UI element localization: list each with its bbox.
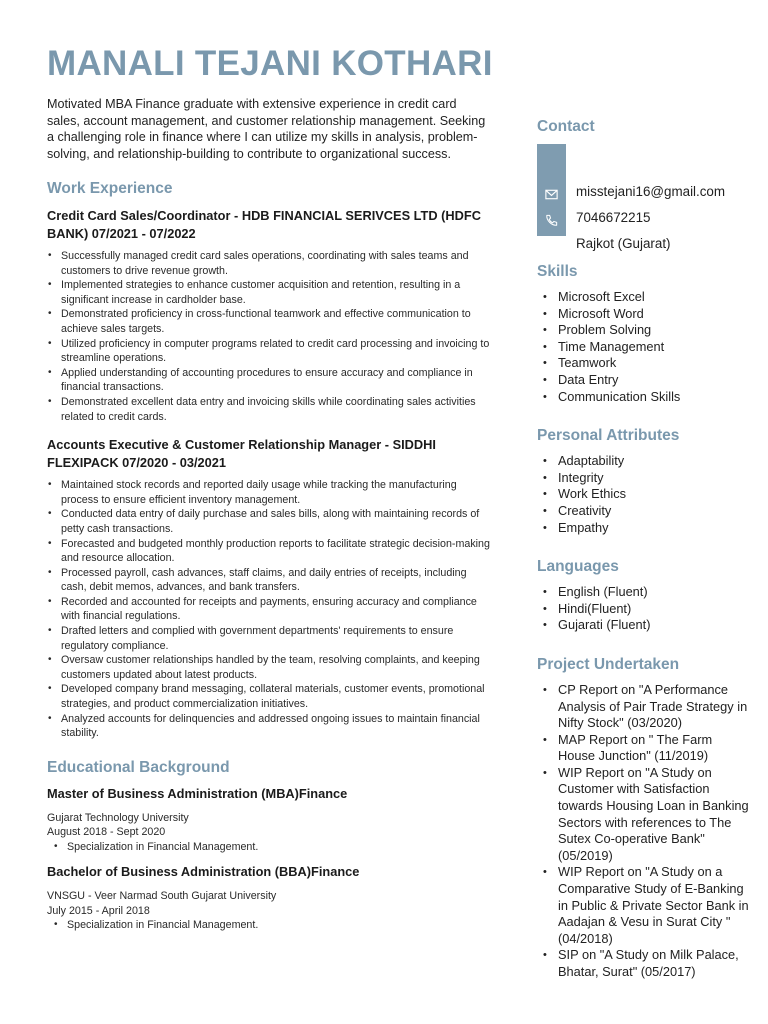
education-entry [47,786,492,855]
contact-heading: Contact [537,118,595,135]
skill-item: • Time Management [537,339,752,356]
personal-attributes-heading: Personal Attributes [537,427,680,445]
job-title: Accounts Executive & Customer Relationship Manager - SIDDHI FLEXIPACK 07/2020 - 03/2021 [47,437,436,471]
job-bullet: • Analyzed accounts for delinquencies and addressed ongoing issues to maintain financial stability. [47,712,492,741]
project-item: • CP Report on "A Performance Analysis of Pair Trade Strategy in Nifty Stock" (03/2020) [537,682,752,732]
language-item: • English (Fluent) [537,584,752,601]
job-bullet: • Maintained stock records and reported daily usage while tracking the manufacturing process to ensure efficient inventory management. [47,478,492,507]
education-bullets [47,840,492,855]
languages-heading: Languages [537,558,619,576]
education-dates: August 2018 - Sept 2020 [47,826,166,839]
job-bullet: • Recorded and accounted for receipts and payments, ensuring accuracy and compliance with financial regulations. [47,595,492,624]
school-name: VNSGU - Veer Narmad South Gujarat University [47,890,277,903]
project-item: • WIP Report on "A Study on Customer with Satisfaction towards Housing Loan in Banking Sectors with references to The Sutex Co-operative Bank" (05/2019) [537,765,752,865]
attribute-item: • Empathy [537,520,752,537]
education-bullet: • Specialization in Financial Management. [53,918,492,933]
language-item: • Gujarati (Fluent) [537,617,752,634]
education-bullet: • Specialization in Financial Management. [53,840,492,855]
skill-item: • Communication Skills [537,389,752,406]
job-bullets [47,478,492,741]
job-bullet: • Applied understanding of accounting procedures to ensure accuracy and compliance in financial transactions. [47,366,492,395]
job-bullet: • Conducted data entry of daily purchase and sales bills, along with maintaining records of petty cash transactions. [47,507,492,536]
candidate-name: MANALI TEJANI KOTHARI [47,44,493,83]
mail-icon [544,187,559,202]
job-bullet: • Implemented strategies to enhance customer acquisition and retention, resulting in a significant increase in cardholder base. [47,278,492,307]
profile-summary: Motivated MBA Finance graduate with extensive experience in credit card sales, account management, and customer relationship management. Seeking a challenging role in finance where I can utilize my skills in analysis, problem-solving, and relationship-building to contribute to organizational success. [47,97,486,161]
contact-email-row [537,181,757,207]
education-dates: July 2015 - April 2018 [47,904,150,917]
contact-email[interactable]: misstejani16@gmail.com [576,184,726,199]
languages-list [537,584,752,634]
sidebar-column [537,96,752,981]
language-item: • Hindi(Fluent) [537,601,752,618]
education-bullets [47,918,492,933]
phone-icon [544,213,559,228]
attribute-item: • Integrity [537,470,752,487]
contact-phone-row [537,207,757,233]
skill-item: • Microsoft Excel [537,289,752,306]
job-bullet: • Drafted letters and complied with government departments' requirements to ensure regulatory compliance. [47,624,492,653]
project-item: • SIP on "A Study on Milk Palace, Bhatar, Surat" (05/2017) [537,947,752,980]
education-heading: Educational Background [47,758,230,776]
job-bullet: • Demonstrated proficiency in cross-functional teamwork and effective communication to achieve sales targets. [47,307,492,336]
job-bullet: • Processed payroll, cash advances, staff claims, and daily entries of receipts, including cash, debit memos, advances, and bank transfers. [47,566,492,595]
job-entry [47,207,492,424]
job-bullet: • Forecasted and budgeted monthly production reports to facilitate strategic decision-making and resource allocation. [47,537,492,566]
job-bullet: • Successfully managed credit card sales operations, coordinating with sales teams and customers to drive revenue growth. [47,249,492,278]
skill-item: • Teamwork [537,355,752,372]
attribute-item: • Creativity [537,503,752,520]
skills-heading: Skills [537,263,578,280]
contact-phone[interactable]: 7046672215 [576,210,651,225]
job-bullet: • Oversaw customer relationships handled by the team, resolving complaints, and keeping customers updated about latest products. [47,653,492,682]
school-name: Gujarat Technology University [47,811,189,824]
project-item: • MAP Report on " The Farm House Junction" (11/2019) [537,732,752,765]
projects-list [537,682,752,981]
degree-title: Bachelor of Business Administration (BBA)Finance [47,864,360,880]
projects-heading: Project Undertaken [537,655,680,673]
project-item: • WIP Report on "A Study on a Comparative Study of E-Banking in Public & Private Sector Bank in Aadajan & Vesu in Surat City " (04/2018) [537,864,752,947]
job-bullet: • Utilized proficiency in computer programs related to credit card processing and invoicing to streamline operations. [47,337,492,366]
location-pin-icon [544,239,559,254]
job-bullets [47,249,492,424]
main-column [47,96,492,943]
attribute-item: • Adaptability [537,453,752,470]
attribute-item: • Work Ethics [537,486,752,503]
skill-item: • Microsoft Word [537,306,752,323]
degree-title: Master of Business Administration (MBA)Finance [47,785,348,801]
work-experience-heading: Work Experience [47,180,173,197]
contact-location: Rajkot (Gujarat) [576,236,671,251]
job-bullet: • Developed company brand messaging, collateral materials, customer events, promotional strategies, and product commercialization initiatives. [47,682,492,711]
skills-list [537,289,752,405]
contact-location-row [537,233,757,259]
job-title: Credit Card Sales/Coordinator - HDB FINANCIAL SERIVCES LTD (HDFC BANK) 07/2021 - 07/2022 [47,208,481,241]
education-entry [47,864,492,933]
job-entry [47,436,492,741]
contact-block [537,144,752,251]
job-bullet: • Demonstrated excellent data entry and invoicing skills while coordinating sales activities related to credit cards. [47,395,492,424]
attributes-list [537,453,752,536]
skill-item: • Problem Solving [537,322,752,339]
skill-item: • Data Entry [537,372,752,389]
